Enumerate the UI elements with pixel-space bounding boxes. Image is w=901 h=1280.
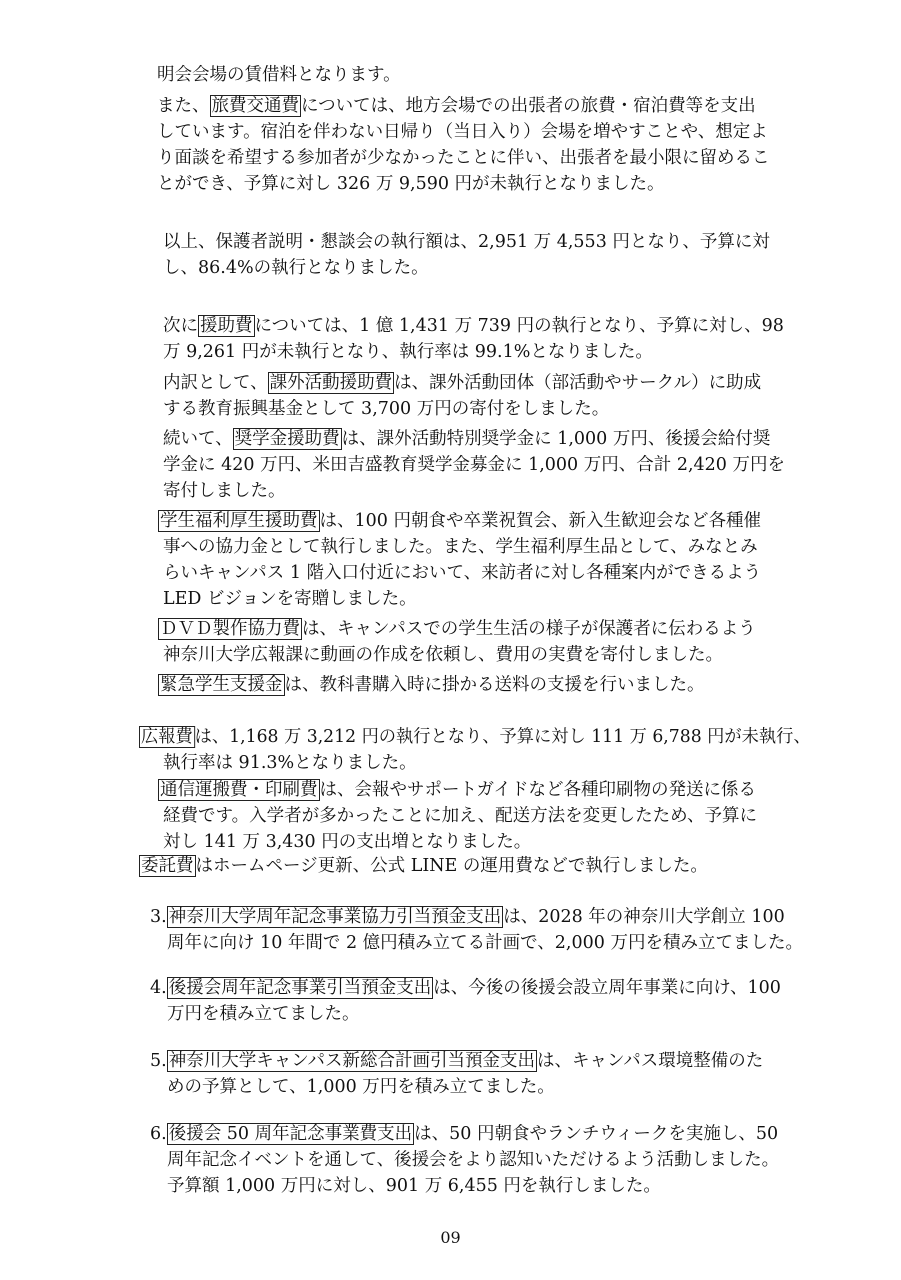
boxed-term: 委託費 xyxy=(141,856,194,876)
list-number: 5. xyxy=(150,1051,167,1071)
text-line: 学生福利厚生援助費 は、100 円朝食や卒業祝賀会、新入生歓迎会など各種催 xyxy=(160,511,761,531)
text-line: 経費です。入学者が多かったことに加え、配送方法を変更したため、予算に xyxy=(163,806,757,826)
text-line: 広報費 は、1,168 万 3,212 円の執行となり、予算に対し 111 万 6,788 円が未執行、 xyxy=(140,727,811,747)
list-number: 6. xyxy=(150,1124,167,1144)
text-line: り面談を希望する参加者が少なかったことに伴い、出張者を最小限に留めるこ xyxy=(157,148,770,168)
text-line: 寄付しました。 xyxy=(163,481,286,501)
list-item: 6. 後援会 50 周年記念事業費支出 は、50 円朝食やランチウィークを実施し、50 xyxy=(150,1121,778,1147)
boxed-term: 神奈川大学周年記念事業協力引当預金支出 xyxy=(168,907,502,927)
text-line: し、86.4%の執行となりました。 xyxy=(163,258,429,278)
boxed-term: 緊急学生支援金 xyxy=(160,675,283,695)
list-number: 4. xyxy=(150,978,167,998)
text-line: ＤＶＤ製作協力費 は、キャンパスでの学生生活の様子が保護者に伝わるよう xyxy=(160,619,756,639)
boxed-term: 広報費 xyxy=(140,727,193,747)
boxed-term: 課外活動援助費 xyxy=(269,373,393,393)
text-line: しています。宿泊を伴わない日帰り（当日入り）会場を増やすことや、想定よ xyxy=(157,122,768,142)
text-line: また、 旅費交通費 については、地方会場での出張者の旅費・宿泊費等を支出 xyxy=(157,96,756,116)
text-line: 事への協力金として執行しました。また、学生福利厚生品として、みなとみ xyxy=(163,537,758,557)
text-line: 明会会場の賃借料となります。 xyxy=(157,65,401,85)
page-number: 09 xyxy=(440,1228,461,1247)
boxed-term: 奨学金援助費 xyxy=(234,429,340,449)
list-number: 3. xyxy=(150,907,167,927)
text-line: らいキャンパス 1 階入口付近において、来訪者に対し各種案内ができるよう xyxy=(163,563,762,583)
text-line: 内訳として、 課外活動援助費 は、課外活動団体（部活動やサークル）に助成 xyxy=(163,373,762,393)
text-line: 執行率は 91.3%となりました。 xyxy=(163,753,417,773)
boxed-term: 通信運搬費・印刷費 xyxy=(160,780,318,800)
boxed-term: 援助費 xyxy=(200,316,253,336)
text-line: 学金に 420 万円、米田吉盛教育奨学金募金に 1,000 万円、合計 2,420 万円を xyxy=(163,455,785,475)
text-line: 対し 141 万 3,430 円の支出増となりました。 xyxy=(163,832,532,852)
text-line: 周年に向け 10 年間で 2 億円積み立てる計画で、2,000 万円を積み立てました。 xyxy=(167,933,803,953)
text-line: 周年記念イベントを通して、後援会をより認知いただけるよう活動しました。 xyxy=(167,1150,780,1170)
text-line: 次に 援助費 については、1 億 1,431 万 739 円の執行となり、予算に対し、98 xyxy=(163,316,784,336)
boxed-term: 学生福利厚生援助費 xyxy=(160,511,318,531)
text-line: とができ、予算に対し 326 万 9,590 円が未執行となりました。 xyxy=(157,174,665,194)
text-line: 予算額 1,000 万円に対し、901 万 6,455 円を執行しました。 xyxy=(167,1176,661,1196)
list-item: 3. 神奈川大学周年記念事業協力引当預金支出 は、2028 年の神奈川大学創立 100 xyxy=(150,904,785,930)
text-line: 神奈川大学広報課に動画の作成を依頼し、費用の実費を寄付しました。 xyxy=(163,645,723,665)
list-item: 4. 後援会周年記念事業引当預金支出 は、今後の後援会設立周年事業に向け、100 xyxy=(150,975,781,1001)
text-line: LED ビジョンを寄贈しました。 xyxy=(163,589,417,609)
boxed-term: 後援会周年記念事業引当預金支出 xyxy=(168,978,432,998)
boxed-term: 神奈川大学キャンパス新総合計画引当預金支出 xyxy=(168,1051,535,1071)
text-line: する教育振興基金として 3,700 万円の寄付をしました。 xyxy=(163,399,610,419)
text-line: 万円を積み立てました。 xyxy=(167,1004,360,1024)
text-line: 続いて、 奨学金援助費 は、課外活動特別奨学金に 1,000 万円、後援会給付奨 xyxy=(163,429,771,449)
boxed-term: 旅費交通費 xyxy=(211,96,299,116)
text-line: 以上、保護者説明・懇談会の執行額は、2,951 万 4,553 円となり、予算に対 xyxy=(163,232,770,252)
text-line: めの予算として、1,000 万円を積み立てました。 xyxy=(167,1077,555,1097)
text-line: 万 9,261 円が未執行となり、執行率は 99.1%となりました。 xyxy=(163,342,653,362)
boxed-term: 後援会 50 周年記念事業費支出 xyxy=(168,1124,413,1144)
text-line: 緊急学生支援金 は、教科書購入時に掛かる送料の支援を行いました。 xyxy=(160,675,705,695)
text-line: 通信運搬費・印刷費 は、会報やサポートガイドなど各種印刷物の発送に係る xyxy=(160,780,756,800)
boxed-term: ＤＶＤ製作協力費 xyxy=(160,619,300,639)
list-item: 5. 神奈川大学キャンパス新総合計画引当預金支出 は、キャンパス環境整備のた xyxy=(150,1048,763,1074)
text-line: 委託費 はホームページ更新、公式 LINE の運用費などで執行しました。 xyxy=(141,856,708,876)
